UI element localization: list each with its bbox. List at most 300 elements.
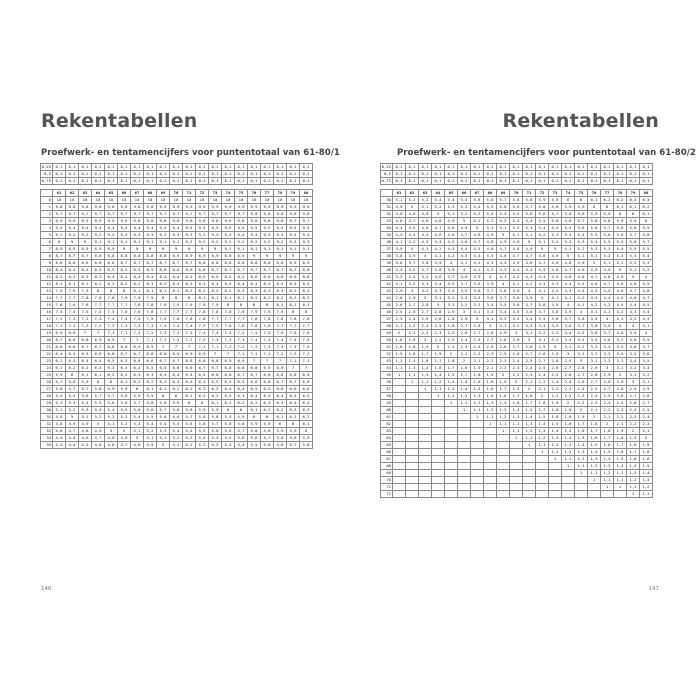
table-cell: 4,9	[575, 260, 588, 267]
table-cell: 3,5	[406, 267, 419, 274]
table-cell: 6	[105, 379, 118, 386]
table-cell	[471, 484, 484, 491]
table-cell: 4,9	[614, 274, 627, 281]
table-cell: 9,1	[118, 239, 131, 246]
table-cell: 4,4	[575, 288, 588, 295]
table-cell: 3,1	[588, 358, 601, 365]
table-cell: 0,1	[458, 171, 471, 178]
table-cell: 7,5	[235, 330, 248, 337]
table-cell: 7,4	[118, 316, 131, 323]
page-number: 147	[648, 586, 659, 592]
table-cell: 8,2	[287, 295, 300, 302]
table-cell: 0,1	[209, 171, 222, 178]
table-cell: 6,5	[157, 365, 170, 372]
table-cell: 0,1	[118, 178, 131, 185]
table-cell: 7,4	[196, 330, 209, 337]
table-cell: 5,9	[300, 435, 313, 442]
table-cell	[445, 484, 458, 491]
table-cell: 9,7	[92, 211, 105, 218]
table-row	[381, 309, 653, 316]
table-cell: 9,9	[183, 204, 196, 211]
row-label: 72	[381, 491, 393, 498]
table-cell	[406, 428, 419, 435]
table-cell: 0,1	[222, 171, 235, 178]
table-cell: 8,1	[79, 281, 92, 288]
table-cell: 2,9	[640, 386, 653, 393]
table-cell	[419, 463, 432, 470]
table-cell: 1	[562, 463, 575, 470]
table-row	[381, 421, 653, 428]
table-cell: 7,7	[170, 309, 183, 316]
table-cell: 2,8	[393, 295, 406, 302]
table-cell: 8,3	[170, 281, 183, 288]
table-cell: 9,4	[144, 225, 157, 232]
table-cell: 3,2	[588, 351, 601, 358]
table-cell: 4,5	[79, 442, 92, 449]
table-cell: 9,1	[131, 239, 144, 246]
table-cell: 8,4	[66, 267, 79, 274]
table-cell: 7,5	[274, 330, 287, 337]
table-cell: 6,2	[144, 379, 157, 386]
table-cell: 3,9	[393, 246, 406, 253]
table-cell	[432, 428, 445, 435]
table-cell: 6	[157, 393, 170, 400]
table-cell: 7,3	[287, 344, 300, 351]
table-cell: 6,8	[79, 337, 92, 344]
table-cell: 0,1	[66, 164, 79, 171]
table-cell: 4,7	[640, 295, 653, 302]
table-cell: 8,3	[287, 288, 300, 295]
table-cell: 0,1	[562, 178, 575, 185]
table-cell: 5,6	[248, 435, 261, 442]
table-cell: 8	[248, 302, 261, 309]
table-cell: 5,4	[614, 246, 627, 253]
table-cell: 7,8	[144, 302, 157, 309]
table-cell	[458, 491, 471, 498]
table-cell: 9,4	[79, 225, 92, 232]
table-cell: 2	[458, 358, 471, 365]
table-cell: 3,8	[393, 253, 406, 260]
table-cell: 3,1	[445, 302, 458, 309]
table-cell: 7,9	[79, 288, 92, 295]
table-cell: 3,5	[549, 323, 562, 330]
table-cell: 5,1	[627, 267, 640, 274]
table-cell: 1,7	[614, 442, 627, 449]
table-cell: 3,2	[419, 288, 432, 295]
table-cell: 4	[523, 288, 536, 295]
table-cell: 6,5	[300, 393, 313, 400]
table-cell: 6,4	[235, 386, 248, 393]
table-cell: 0,1	[300, 178, 313, 185]
table-cell: 6,7	[118, 351, 131, 358]
table-cell: 2,9	[549, 351, 562, 358]
table-cell: 1,5	[471, 386, 484, 393]
table-cell: 2,6	[393, 302, 406, 309]
table-cell: 5,1	[588, 253, 601, 260]
table-cell: 2,5	[601, 393, 614, 400]
row-label: 0,5	[381, 171, 393, 178]
table-cell: 8	[235, 302, 248, 309]
table-cell: 4,1	[471, 267, 484, 274]
table-cell: 5,2	[627, 260, 640, 267]
row-label: 0,75	[41, 178, 51, 184]
table-cell: 3,9	[510, 288, 523, 295]
column-header: 79	[627, 190, 640, 197]
table-cell: 4	[484, 274, 497, 281]
table-cell: 9,5	[183, 225, 196, 232]
table-cell: 2	[510, 379, 523, 386]
table-cell: 3,3	[458, 295, 471, 302]
table-cell: 3	[523, 337, 536, 344]
table-cell: 8,5	[118, 267, 131, 274]
table-cell: 3,7	[484, 288, 497, 295]
table-cell: 2,6	[458, 330, 471, 337]
table-cell: 2,6	[549, 365, 562, 372]
table-cell: 0,1	[131, 178, 144, 185]
table-cell: 0,1	[406, 178, 419, 185]
table-cell: 1,1	[536, 442, 549, 449]
table-cell: 4,7	[562, 267, 575, 274]
table-cell	[406, 477, 419, 484]
table-cell: 4,9	[549, 253, 562, 260]
table-cell: 4,8	[614, 281, 627, 288]
table-row	[381, 393, 653, 400]
table-cell: 1,6	[562, 421, 575, 428]
table-cell: 8,8	[248, 260, 261, 267]
table-cell: 7,6	[131, 309, 144, 316]
table-cell: 4,4	[627, 302, 640, 309]
row-label: 45	[381, 302, 393, 309]
table-cell: 5	[627, 274, 640, 281]
table-cell: 4,2	[406, 239, 419, 246]
table-cell: 5	[562, 253, 575, 260]
table-cell: 3,6	[640, 351, 653, 358]
table-cell: 6,5	[222, 379, 235, 386]
table-cell: 4,9	[523, 246, 536, 253]
table-cell: 1	[419, 386, 432, 393]
table-cell: 1,1	[627, 484, 640, 491]
table-cell: 6,2	[300, 414, 313, 421]
table-cell: 6,2	[170, 386, 183, 393]
table-cell: 9,1	[222, 246, 235, 253]
table-row	[41, 337, 313, 344]
table-cell: 9,1	[261, 246, 274, 253]
table-cell: 2,8	[497, 337, 510, 344]
table-cell	[445, 428, 458, 435]
table-cell: 6,7	[131, 351, 144, 358]
row-label: 35	[381, 232, 393, 239]
table-cell: 6,3	[261, 400, 274, 407]
column-header: 65	[445, 190, 458, 197]
table-cell	[471, 456, 484, 463]
table-cell: 5,1	[601, 260, 614, 267]
column-header: 73	[549, 190, 562, 197]
table-cell	[406, 400, 419, 407]
table-cell: 1,3	[562, 442, 575, 449]
table-cell: 3,6	[484, 295, 497, 302]
table-cell: 8,9	[79, 246, 92, 253]
table-cell: 9,3	[300, 239, 313, 246]
table-cell: 4,9	[393, 204, 406, 211]
table-cell: 9,5	[287, 225, 300, 232]
table-cell: 2,7	[536, 358, 549, 365]
table-cell: 3,1	[640, 379, 653, 386]
table-cell: 0,1	[419, 164, 432, 171]
table-cell: 0,1	[471, 171, 484, 178]
table-cell: 5,6	[575, 225, 588, 232]
table-cell	[432, 414, 445, 421]
row-label: 38	[381, 253, 393, 260]
table-cell: 6,1	[144, 386, 157, 393]
table-cell: 7,9	[235, 309, 248, 316]
table-cell: 7,8	[196, 309, 209, 316]
table-cell: 7,5	[92, 309, 105, 316]
table-cell: 3,2	[510, 323, 523, 330]
table-cell: 5,1	[79, 414, 92, 421]
table-cell: 6,8	[157, 351, 170, 358]
table-cell: 6,3	[170, 379, 183, 386]
table-cell: 4,7	[458, 232, 471, 239]
table-cell: 1,6	[588, 435, 601, 442]
table-cell: 4,3	[536, 281, 549, 288]
table-row	[41, 407, 313, 414]
table-row	[41, 302, 313, 309]
table-cell: 1,1	[575, 463, 588, 470]
table-cell	[497, 491, 510, 498]
table-cell: 5,3	[562, 239, 575, 246]
table-cell: 4,4	[406, 232, 419, 239]
table-cell	[445, 421, 458, 428]
table-cell: 3,1	[614, 365, 627, 372]
table-cell: 1,5	[614, 456, 627, 463]
table-cell: 1,8	[640, 449, 653, 456]
table-cell: 8,2	[300, 295, 313, 302]
table-cell: 7,6	[261, 323, 274, 330]
table-cell: 8,7	[118, 260, 131, 267]
table-cell: 6,8	[300, 379, 313, 386]
table-cell: 6,1	[287, 414, 300, 421]
table-cell: 1,7	[575, 421, 588, 428]
table-cell: 1,2	[497, 414, 510, 421]
table-cell: 6	[300, 428, 313, 435]
table-cell: 1,1	[510, 428, 523, 435]
table-cell: 6,9	[92, 337, 105, 344]
table-cell: 3,6	[523, 309, 536, 316]
table-cell: 4,1	[497, 274, 510, 281]
table-cell	[601, 491, 614, 498]
table-cell: 3,8	[497, 288, 510, 295]
table-cell: 3,7	[640, 344, 653, 351]
table-cell: 0,1	[432, 178, 445, 185]
table-cell: 1,1	[458, 400, 471, 407]
table-cell	[419, 428, 432, 435]
table-cell: 5,4	[222, 442, 235, 449]
table-row	[41, 379, 313, 386]
column-header: 76	[248, 190, 261, 197]
table-row	[381, 344, 653, 351]
table-cell: 5,2	[92, 414, 105, 421]
table-cell	[510, 449, 523, 456]
table-cell: 5,6	[131, 407, 144, 414]
table-cell: 3,3	[510, 316, 523, 323]
table-cell: 8,3	[248, 288, 261, 295]
table-cell: 7,5	[131, 316, 144, 323]
row-label: 23	[41, 358, 53, 365]
table-cell: 5,8	[248, 428, 261, 435]
row-label: 20	[41, 337, 53, 344]
table-cell: 9	[196, 246, 209, 253]
table-cell: 4,6	[458, 239, 471, 246]
table-cell: 6	[222, 407, 235, 414]
table-cell	[497, 442, 510, 449]
table-cell: 9,7	[300, 218, 313, 225]
table-row	[41, 218, 313, 225]
table-cell: 4	[601, 316, 614, 323]
table-cell: 1,1	[614, 477, 627, 484]
table-cell: 0,1	[79, 178, 92, 185]
table-cell: 5,1	[170, 442, 183, 449]
table-cell: 1,4	[614, 463, 627, 470]
table-cell: 8	[157, 295, 170, 302]
table-cell: 6	[131, 386, 144, 393]
table-cell: 2,5	[471, 337, 484, 344]
table-cell: 8,7	[248, 267, 261, 274]
table-cell: 3,3	[640, 365, 653, 372]
table-cell: 0,1	[79, 171, 92, 178]
table-cell: 0,1	[614, 178, 627, 185]
table-cell: 8,1	[170, 288, 183, 295]
table-cell: 0,1	[640, 164, 653, 171]
table-cell: 1,8	[471, 372, 484, 379]
table-cell: 5,3	[614, 253, 627, 260]
table-cell: 1,3	[419, 372, 432, 379]
table-cell: 4,2	[575, 295, 588, 302]
table-cell: 1,6	[627, 456, 640, 463]
table-cell: 1,5	[601, 449, 614, 456]
column-header: 72	[536, 190, 549, 197]
table-cell: 6,5	[105, 358, 118, 365]
table-cell: 5,7	[235, 428, 248, 435]
table-cell: 6,4	[53, 351, 66, 358]
table-cell: 4,9	[445, 218, 458, 225]
table-cell: 5,8	[274, 435, 287, 442]
table-cell: 4,8	[471, 232, 484, 239]
table-cell: 2,8	[640, 393, 653, 400]
table-cell: 2,7	[575, 372, 588, 379]
table-cell: 2,4	[575, 386, 588, 393]
table-cell: 10	[92, 197, 105, 204]
table-cell: 6,8	[287, 372, 300, 379]
table-cell: 8,6	[66, 260, 79, 267]
table-cell: 4,6	[575, 274, 588, 281]
table-cell: 7,5	[209, 323, 222, 330]
table-cell: 2,6	[614, 393, 627, 400]
table-cell: 1,9	[432, 351, 445, 358]
column-header: 75	[575, 190, 588, 197]
column-header: 64	[432, 190, 445, 197]
table-cell: 8,5	[235, 274, 248, 281]
table-cell: 1	[445, 400, 458, 407]
table-cell: 3	[432, 302, 445, 309]
table-cell: 4,6	[484, 246, 497, 253]
table-cell: 5,8	[562, 211, 575, 218]
table-cell: 6,6	[222, 372, 235, 379]
table-cell	[471, 463, 484, 470]
table-cell	[523, 463, 536, 470]
table-cell	[471, 491, 484, 498]
table-cell: 2	[523, 386, 536, 393]
table-cell: 4,1	[549, 295, 562, 302]
table-cell: 5,6	[471, 197, 484, 204]
table-cell: 6,3	[157, 379, 170, 386]
table-cell: 8,7	[66, 253, 79, 260]
table-cell	[497, 484, 510, 491]
table-cell	[419, 407, 432, 414]
table-cell	[471, 421, 484, 428]
table-cell: 0,1	[588, 178, 601, 185]
table-cell: 1,2	[562, 449, 575, 456]
table-cell: 1,5	[523, 407, 536, 414]
table-cell: 2,3	[510, 365, 523, 372]
table-cell: 4,7	[536, 260, 549, 267]
table-cell: 9,8	[261, 211, 274, 218]
table-cell: 7,5	[79, 309, 92, 316]
table-cell: 5,8	[157, 400, 170, 407]
table-cell: 8,4	[144, 274, 157, 281]
table-cell: 7,9	[170, 302, 183, 309]
table-cell: 7,5	[261, 330, 274, 337]
table-cell: 0,1	[118, 171, 131, 178]
table-cell: 1,3	[601, 463, 614, 470]
table-cell	[614, 491, 627, 498]
table-cell: 5,7	[497, 197, 510, 204]
table-cell: 9,3	[209, 232, 222, 239]
table-cell: 10	[183, 197, 196, 204]
table-cell: 7,9	[274, 309, 287, 316]
table-cell: 6,5	[118, 358, 131, 365]
table-cell: 2,5	[614, 400, 627, 407]
table-cell	[484, 442, 497, 449]
table-cell: 10	[157, 197, 170, 204]
table-cell: 2,9	[393, 288, 406, 295]
table-cell: 5,6	[614, 232, 627, 239]
table-cell: 8,3	[261, 288, 274, 295]
table-cell	[445, 456, 458, 463]
table-cell: 2	[562, 400, 575, 407]
table-row	[381, 442, 653, 449]
table-cell: 1,8	[549, 407, 562, 414]
table-cell: 5	[549, 246, 562, 253]
table-cell: 3,7	[601, 330, 614, 337]
row-label: 2	[41, 211, 53, 218]
table-cell: 5,6	[118, 400, 131, 407]
table-cell: 2,4	[588, 393, 601, 400]
table-cell: 0,1	[510, 164, 523, 171]
table-cell: 7,7	[300, 323, 313, 330]
table-cell	[393, 442, 406, 449]
table-cell: 5,6	[157, 414, 170, 421]
table-cell: 3,2	[406, 281, 419, 288]
table-cell: 9,3	[144, 232, 157, 239]
row-label: 30	[41, 407, 53, 414]
table-row	[41, 281, 313, 288]
table-cell: 9,7	[235, 211, 248, 218]
table-cell: 5,8	[183, 407, 196, 414]
table-cell: 10	[53, 197, 66, 204]
table-cell: 1,2	[484, 407, 497, 414]
table-cell: 4,3	[523, 274, 536, 281]
table-cell: 5,9	[627, 218, 640, 225]
